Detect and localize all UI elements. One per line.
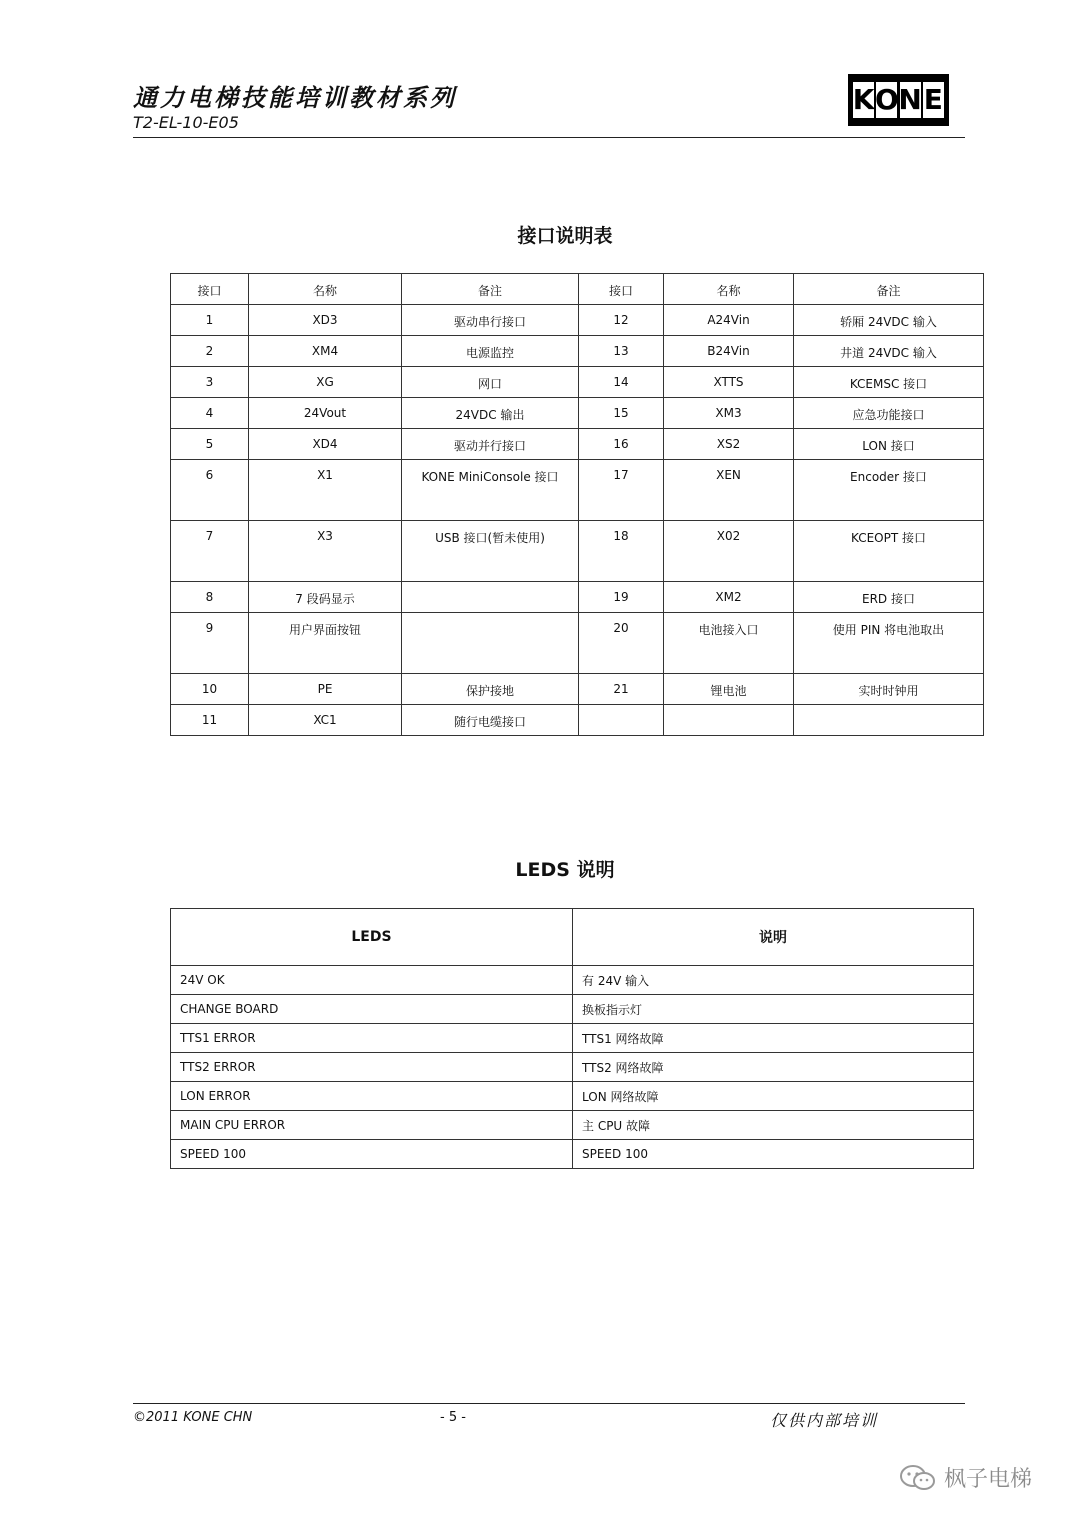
table-cell: 驱动并行接口 bbox=[402, 429, 579, 460]
table-cell: XD4 bbox=[249, 429, 402, 460]
table-row bbox=[171, 705, 984, 736]
table-cell: XM3 bbox=[664, 398, 794, 429]
logo-letter: K bbox=[852, 83, 875, 116]
watermark-text: 枫子电梯 bbox=[944, 1467, 1033, 1492]
table-cell: 随行电缆接口 bbox=[402, 705, 579, 736]
table-cell: LON ERROR bbox=[171, 1082, 573, 1111]
table-cell: PE bbox=[249, 674, 402, 705]
leds-table bbox=[170, 908, 974, 1169]
table-cell: X1 bbox=[249, 460, 402, 521]
table-row bbox=[171, 582, 984, 613]
logo-letter: E bbox=[923, 83, 943, 116]
table-cell: XM2 bbox=[664, 582, 794, 613]
table-cell: 5 bbox=[171, 429, 249, 460]
table-cell: Encoder 接口 bbox=[794, 460, 984, 521]
table-cell: XD3 bbox=[249, 305, 402, 336]
column-header: LEDS bbox=[171, 909, 573, 966]
table-cell bbox=[402, 613, 579, 674]
table-cell: TTS2 网络故障 bbox=[573, 1053, 974, 1082]
table-cell: XC1 bbox=[249, 705, 402, 736]
table-cell: 实时时钟用 bbox=[794, 674, 984, 705]
logo-letter: O bbox=[874, 83, 899, 116]
table-row bbox=[171, 521, 984, 582]
table-cell: TTS2 ERROR bbox=[171, 1053, 573, 1082]
table-row bbox=[171, 966, 974, 995]
table-cell: 24VDC 输出 bbox=[402, 398, 579, 429]
table-cell: 应急功能接口 bbox=[794, 398, 984, 429]
table-cell: 电池接入口 bbox=[664, 613, 794, 674]
table-cell: SPEED 100 bbox=[171, 1140, 573, 1169]
table-cell: 15 bbox=[579, 398, 664, 429]
table-cell: CHANGE BOARD bbox=[171, 995, 573, 1024]
column-header: 名称 bbox=[664, 274, 794, 305]
table-row bbox=[171, 429, 984, 460]
table-cell: TTS1 网络故障 bbox=[573, 1024, 974, 1053]
column-header: 接口 bbox=[171, 274, 249, 305]
table-cell: 使用 PIN 将电池取出 bbox=[794, 613, 984, 674]
table-cell: 主 CPU 故障 bbox=[573, 1111, 974, 1140]
table-cell: 电源监控 bbox=[402, 336, 579, 367]
watermark bbox=[898, 1462, 1032, 1493]
table-row bbox=[171, 674, 984, 705]
table-cell: 20 bbox=[579, 613, 664, 674]
table-cell bbox=[664, 705, 794, 736]
table-cell: 轿厢 24VDC 输入 bbox=[794, 305, 984, 336]
table-cell: 井道 24VDC 输入 bbox=[794, 336, 984, 367]
table-row bbox=[171, 1024, 974, 1053]
table-row bbox=[171, 460, 984, 521]
table-cell: XM4 bbox=[249, 336, 402, 367]
interface-table bbox=[170, 273, 984, 736]
table-cell: 3 bbox=[171, 367, 249, 398]
table-row bbox=[171, 1140, 974, 1169]
table-cell: 6 bbox=[171, 460, 249, 521]
table-cell bbox=[579, 705, 664, 736]
table-cell: LON 网络故障 bbox=[573, 1082, 974, 1111]
table-cell: 4 bbox=[171, 398, 249, 429]
table-cell: SPEED 100 bbox=[573, 1140, 974, 1169]
table-cell: USB 接口(暂未使用) bbox=[402, 521, 579, 582]
table-cell: 17 bbox=[579, 460, 664, 521]
document-series-title: 通力电梯技能培训教材系列 bbox=[133, 84, 457, 112]
table-cell: 9 bbox=[171, 613, 249, 674]
column-header: 名称 bbox=[249, 274, 402, 305]
kone-logo bbox=[848, 74, 949, 126]
table-header-row bbox=[171, 909, 974, 966]
table-cell: 网口 bbox=[402, 367, 579, 398]
table-cell: TTS1 ERROR bbox=[171, 1024, 573, 1053]
table-cell: 24Vout bbox=[249, 398, 402, 429]
table-cell: 2 bbox=[171, 336, 249, 367]
table-cell bbox=[794, 705, 984, 736]
table-cell: XG bbox=[249, 367, 402, 398]
footer-copyright: ©2011 KONE CHN bbox=[133, 1410, 253, 1425]
column-header: 备注 bbox=[794, 274, 984, 305]
table-cell: LON 接口 bbox=[794, 429, 984, 460]
table-row bbox=[171, 336, 984, 367]
wechat-icon bbox=[898, 1463, 938, 1493]
table-cell: MAIN CPU ERROR bbox=[171, 1111, 573, 1140]
table-row bbox=[171, 1053, 974, 1082]
table-cell: KCEOPT 接口 bbox=[794, 521, 984, 582]
table-row bbox=[171, 398, 984, 429]
table-cell: XTTS bbox=[664, 367, 794, 398]
table-cell: 锂电池 bbox=[664, 674, 794, 705]
table-cell: 14 bbox=[579, 367, 664, 398]
page-number: - 5 - bbox=[440, 1410, 466, 1425]
table-cell: XS2 bbox=[664, 429, 794, 460]
table-cell: 1 bbox=[171, 305, 249, 336]
table-cell: 21 bbox=[579, 674, 664, 705]
interface-table-title: 接口说明表 bbox=[517, 225, 613, 247]
logo-letter: N bbox=[898, 83, 922, 116]
table-cell: 13 bbox=[579, 336, 664, 367]
table-cell: X3 bbox=[249, 521, 402, 582]
table-cell: 18 bbox=[579, 521, 664, 582]
table-row bbox=[171, 367, 984, 398]
table-cell: 换板指示灯 bbox=[573, 995, 974, 1024]
table-cell: XEN bbox=[664, 460, 794, 521]
document-code: T2-EL-10-E05 bbox=[133, 113, 239, 132]
header-divider bbox=[133, 137, 965, 138]
table-cell: 驱动串行接口 bbox=[402, 305, 579, 336]
table-row bbox=[171, 995, 974, 1024]
table-cell: 19 bbox=[579, 582, 664, 613]
table-cell: 12 bbox=[579, 305, 664, 336]
table-row bbox=[171, 613, 984, 674]
table-header-row bbox=[171, 274, 984, 305]
table-row bbox=[171, 305, 984, 336]
table-row bbox=[171, 1111, 974, 1140]
footer-divider bbox=[133, 1403, 965, 1404]
table-row bbox=[171, 1082, 974, 1111]
table-cell: 8 bbox=[171, 582, 249, 613]
table-cell: 有 24V 输入 bbox=[573, 966, 974, 995]
table-cell: ERD 接口 bbox=[794, 582, 984, 613]
leds-table-title: LEDS 说明 bbox=[515, 859, 615, 881]
column-header: 说明 bbox=[573, 909, 974, 966]
table-cell: KONE MiniConsole 接口 bbox=[402, 460, 579, 521]
column-header: 备注 bbox=[402, 274, 579, 305]
table-cell: 用户界面按钮 bbox=[249, 613, 402, 674]
table-cell: 7 段码显示 bbox=[249, 582, 402, 613]
table-cell: 保护接地 bbox=[402, 674, 579, 705]
table-cell: 11 bbox=[171, 705, 249, 736]
table-cell bbox=[402, 582, 579, 613]
table-cell: 16 bbox=[579, 429, 664, 460]
footer-note: 仅供内部培训 bbox=[770, 1411, 879, 1430]
table-cell: X02 bbox=[664, 521, 794, 582]
table-cell: A24Vin bbox=[664, 305, 794, 336]
table-cell: 24V OK bbox=[171, 966, 573, 995]
table-cell: B24Vin bbox=[664, 336, 794, 367]
table-cell: KCEMSC 接口 bbox=[794, 367, 984, 398]
table-cell: 10 bbox=[171, 674, 249, 705]
table-cell: 7 bbox=[171, 521, 249, 582]
column-header: 接口 bbox=[579, 274, 664, 305]
